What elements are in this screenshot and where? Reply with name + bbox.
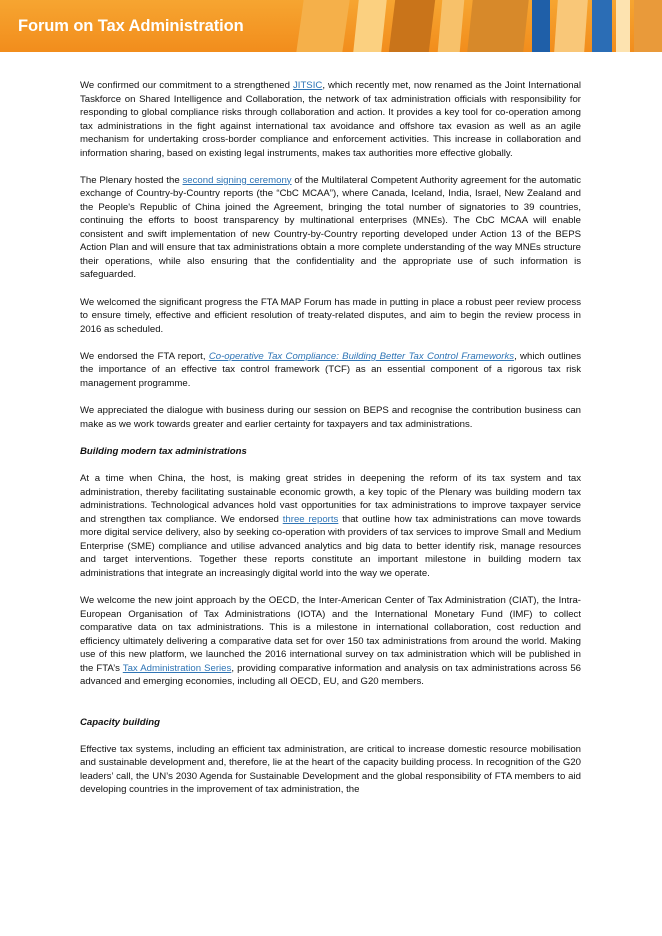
text-run: We endorsed the FTA report, (80, 350, 209, 362)
text-run: The Plenary hosted the (80, 174, 183, 186)
document-body (80, 79, 581, 811)
paragraph-effective-tax-systems: Effective tax systems, including an efficient tax administration, are critical to increase domestic resource mobilisation and sustainable development and, therefore, lie at the heart of the capacity building process. In recognition of the G20 leaders’ call, the UN’s 2030 Agenda for Sustainable Development and the global responsibility of FTA members to aid developing countries in the improvement of tax administration, the (80, 743, 581, 796)
text-run: We confirmed our commitment to a strengthened (80, 80, 293, 91)
banner-stripe (353, 0, 386, 52)
tax-administration-series-link[interactable]: Tax Administration Series (122, 662, 232, 674)
banner-stripe (467, 0, 528, 52)
text-run: of the Multilateral Competent Authority agreement for the automatic exchange of Country-by-Country reports (the “CbC MCAA”), where Canada, Iceland, India, Israel, New Zealand and the People's Republic of China joined the Agreement, bringing the total number of signatories to 39 countries, continuing the efforts to boost transparency by multinational enterprises (MNEs). The CbC MCAA will enable consistent and swift implementation of new Country-by-Country reporting developed under Action 13 of the BEPS Action Plan and will ensure that tax administrations obtain a more complete understanding of the way MNEs structure their operations, while also ensuring that the confidentiality and the appropriate use of such information is safeguarded. (80, 174, 581, 281)
cooperative-tax-compliance-link[interactable]: Co-operative Tax Compliance: Building Better Tax Control Frameworks (208, 350, 515, 362)
paragraph-map-forum: We welcomed the significant progress the FTA MAP Forum has made in putting in place a robust peer review process to ensure timely, effective and efficient resolution of treaty-related disputes, and aim to begin the review process in 2016 as scheduled. (80, 296, 581, 335)
banner-title: Forum on Tax Administration (18, 17, 244, 35)
banner-stripe (634, 0, 662, 52)
banner-stripe (554, 0, 588, 52)
banner-stripe (389, 0, 435, 52)
paragraph-tcf-report (80, 350, 581, 391)
text-run: that outline how tax administrations can move towards more digital service delivery, also by seeking co-operation with providers of tax services to improve Small and Medium Enterprise (SME) compliance and utilise advanced analytics and big data to better identify risk, manage resources and target interventions. Together these reports constitute an important milestone in building modern tax administrations that integrate an increasingly digital world into the way we operate. (80, 513, 581, 579)
paragraph-cbc-mcaa (80, 174, 581, 282)
text-run: At a time when China, the host, is making great strides in deepening the reform of its tax system and tax administration, thereby facilitating sustainable economic growth, a key topic of the Plenary was building modern tax administrations. Technological advances hold vast opportunities for tax administrations to improve taxpayer service and strengthen tax compliance. We endorsed (80, 473, 581, 525)
paragraph-jitsic (80, 79, 581, 160)
banner-stripe (532, 0, 550, 52)
text-run: We welcome the new joint approach by the OECD, the Inter-American Center of Tax Administration (CIAT), the Intra-European Organisation of Tax Administrations (IOTA) and the International Monetary Fund (IMF) to collect comparative data on tax administrations. This is a milestone in international collaboration, cost reduction and efficiency ultimately delivering a comparative data set for over 150 tax administrations from around the world. Making use of this new platform, we launched the 2016 international survey on tax administration which will be published in the FTA’s (80, 595, 581, 674)
banner-stripe (616, 0, 630, 52)
second-signing-ceremony-link[interactable]: second signing ceremony (182, 174, 292, 186)
section-heading-capacity-building: Capacity building (80, 716, 160, 728)
text-run: , which outlines the importance of an effective tax control framework (TCF) as an essential component of a rigorous tax risk management programme. (80, 350, 581, 389)
header-banner (0, 0, 662, 52)
jitsic-link[interactable]: JITSIC (292, 80, 323, 91)
paragraph-business-dialogue: We appreciated the dialogue with business during our session on BEPS and recognise the contribution business can make as we work towards greater and earlier certainty for taxpayers and tax administrations. (80, 405, 581, 430)
banner-stripe (296, 0, 349, 52)
text-run: , which recently met, now renamed as the Joint International Taskforce on Shared Intelligence and Collaboration, the network of tax administration officials with responsibility for responding to global compliance risks through collaboration and action. It provides a key tool for co-operation among tax administrations in the fight against international tax avoidance and offshore tax evasion as well as an agile mechanism for undertaking cross-border compliance and enforcement activities. This increase in collaboration and information sharing, based on existing legal instruments, makes tax authorities more effective globally. (80, 80, 581, 159)
section-heading-modern-tax: Building modern tax administrations (80, 445, 247, 457)
banner-stripe (592, 0, 612, 52)
text-run: , providing comparative information and analysis on tax administrations across 56 advanced and emerging economies, including all OECD, EU, and G20 members. (80, 662, 581, 688)
paragraph-joint-approach (80, 594, 581, 689)
paragraph-china-host (80, 472, 581, 580)
three-reports-link[interactable]: three reports (282, 513, 339, 525)
banner-stripe (438, 0, 465, 52)
